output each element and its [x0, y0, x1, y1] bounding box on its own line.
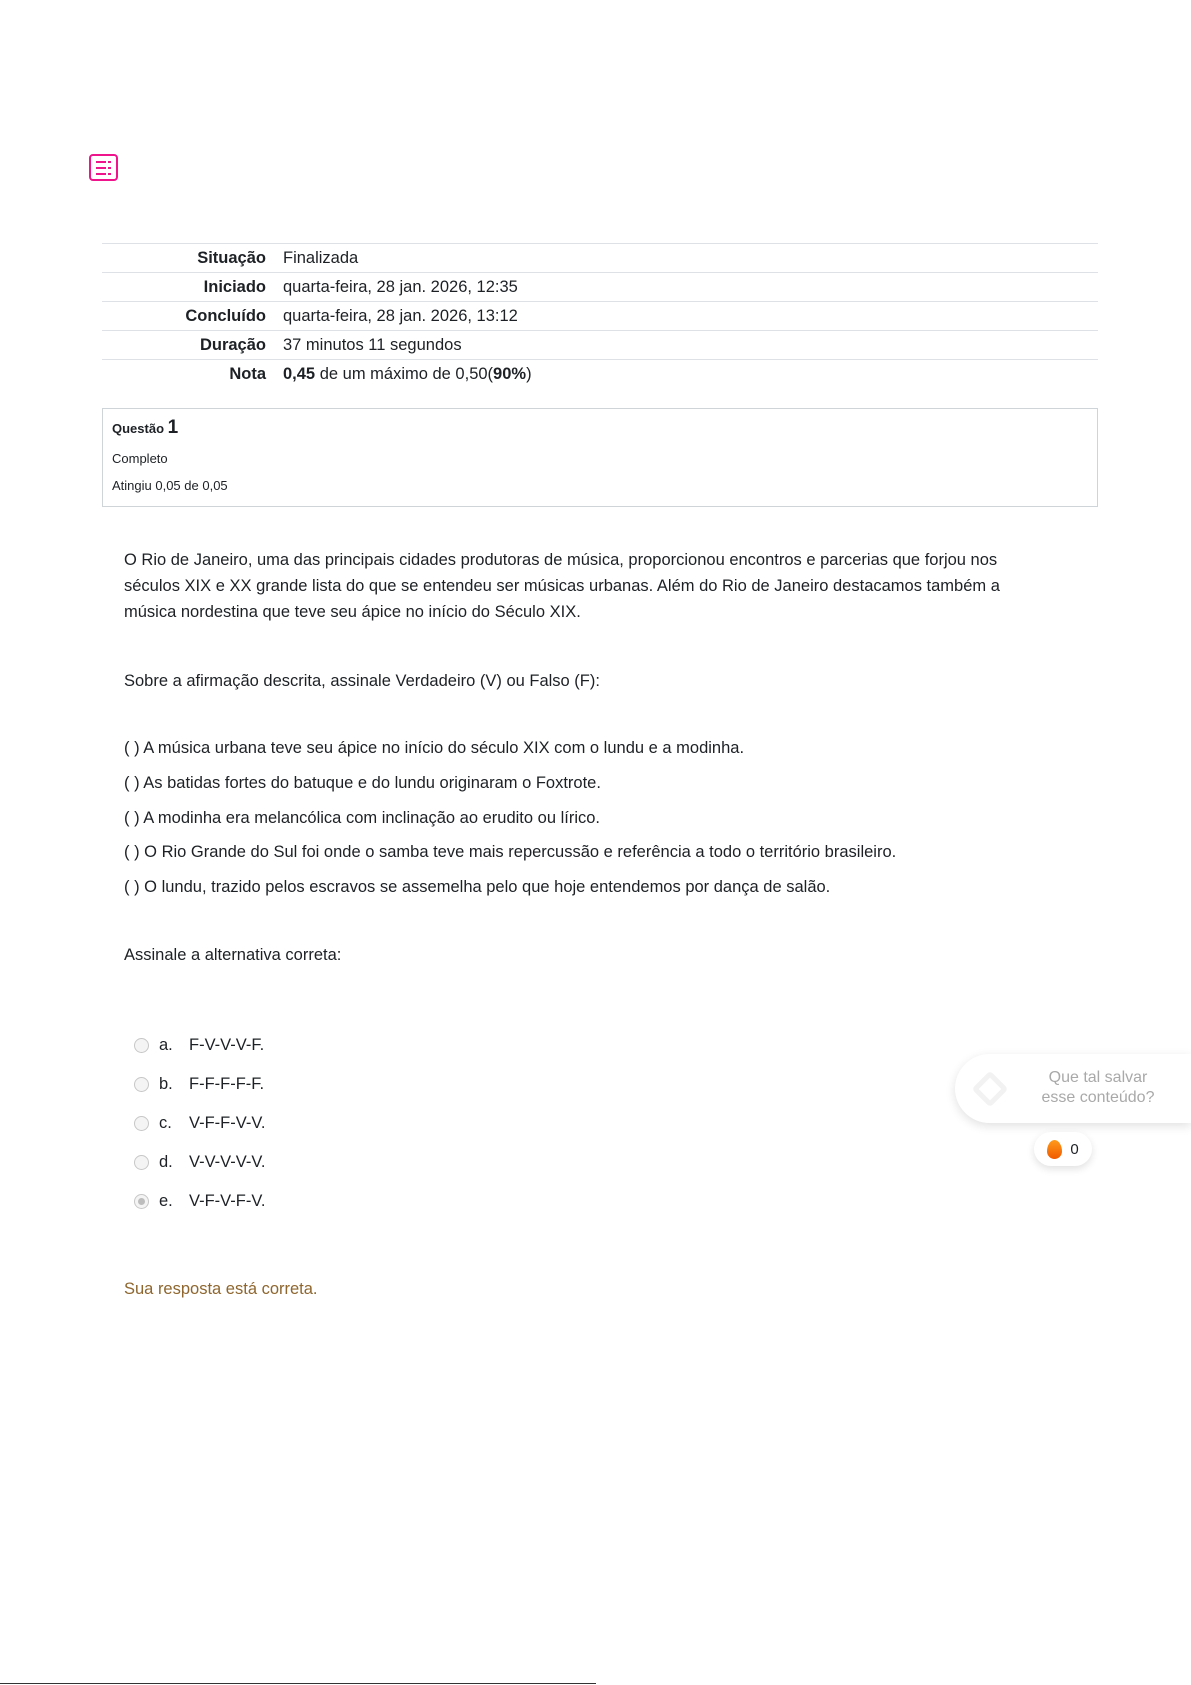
- statement: ( ) A modinha era melancólica com inclinação ao erudito ou lírico.: [124, 809, 600, 827]
- radio-button[interactable]: [134, 1077, 149, 1092]
- summary-row-grade: Nota 0,45 de um máximo de 0,50(90%): [102, 360, 1098, 389]
- statement: ( ) O Rio Grande do Sul foi onde o samba teve mais repercussão e referência a todo o território brasileiro.: [124, 843, 897, 861]
- answer-option-b[interactable]: b. F-F-F-F-F.: [134, 1075, 264, 1094]
- bookmark-icon: [972, 1071, 1009, 1108]
- attempt-summary-table: [102, 243, 1098, 389]
- answer-option-d[interactable]: d. V-V-V-V-V.: [134, 1153, 265, 1172]
- statement: ( ) As batidas fortes do batuque e do lundu originaram o Foxtrote.: [124, 774, 601, 792]
- save-content-button[interactable]: Que tal salvar esse conteúdo?: [955, 1054, 1191, 1123]
- flame-icon: [1047, 1140, 1062, 1159]
- summary-row-status: Situação Finalizada: [102, 244, 1098, 273]
- question-info-box: [102, 408, 1098, 507]
- instruction-text: Sobre a afirmação descrita, assinale Verdadeiro (V) ou Falso (F):: [124, 672, 600, 690]
- summary-row-completed: Concluído quarta-feira, 28 jan. 2026, 13:12: [102, 302, 1098, 331]
- summary-row-started: Iniciado quarta-feira, 28 jan. 2026, 12:35: [102, 273, 1098, 302]
- statement: ( ) A música urbana teve seu ápice no início do século XIX com o lundu e a modinha.: [124, 739, 745, 757]
- radio-button-selected[interactable]: [134, 1194, 149, 1209]
- feedback-text: Sua resposta está correta.: [124, 1280, 318, 1298]
- radio-button[interactable]: [134, 1038, 149, 1053]
- answer-option-a[interactable]: a. F-V-V-V-F.: [134, 1036, 264, 1055]
- radio-button[interactable]: [134, 1116, 149, 1131]
- question-state: Completo: [112, 451, 168, 466]
- question-mark: Atingiu 0,05 de 0,05: [112, 478, 228, 493]
- radio-button[interactable]: [134, 1155, 149, 1170]
- prompt-text: Assinale a alternativa correta:: [124, 946, 342, 964]
- statement: ( ) O lundu, trazido pelos escravos se assemelha pelo que hoje entendemos por dança de salão.: [124, 878, 831, 896]
- quiz-list-icon: [89, 154, 118, 181]
- answer-option-e[interactable]: e. V-F-V-F-V.: [134, 1192, 265, 1211]
- answer-option-c[interactable]: c. V-F-F-V-V.: [134, 1114, 265, 1133]
- question-title: Questão: [112, 421, 165, 436]
- divider: [0, 1683, 596, 1684]
- question-text: O Rio de Janeiro, uma das principais cidades produtoras de música, proporcionou encontros e parcerias que forjou nos séculos XIX e XX grande lista do que se entendeu ser músicas urbanas. Além do Rio de Janeiro destacamos também a música nordestina que teve seu ápice no início do Século XIX.: [124, 551, 1000, 621]
- streak-badge[interactable]: [1034, 1132, 1092, 1166]
- streak-count: 0: [1070, 1140, 1079, 1158]
- summary-row-duration: Duração 37 minutos 11 segundos: [102, 331, 1098, 360]
- question-number: 1: [167, 417, 179, 438]
